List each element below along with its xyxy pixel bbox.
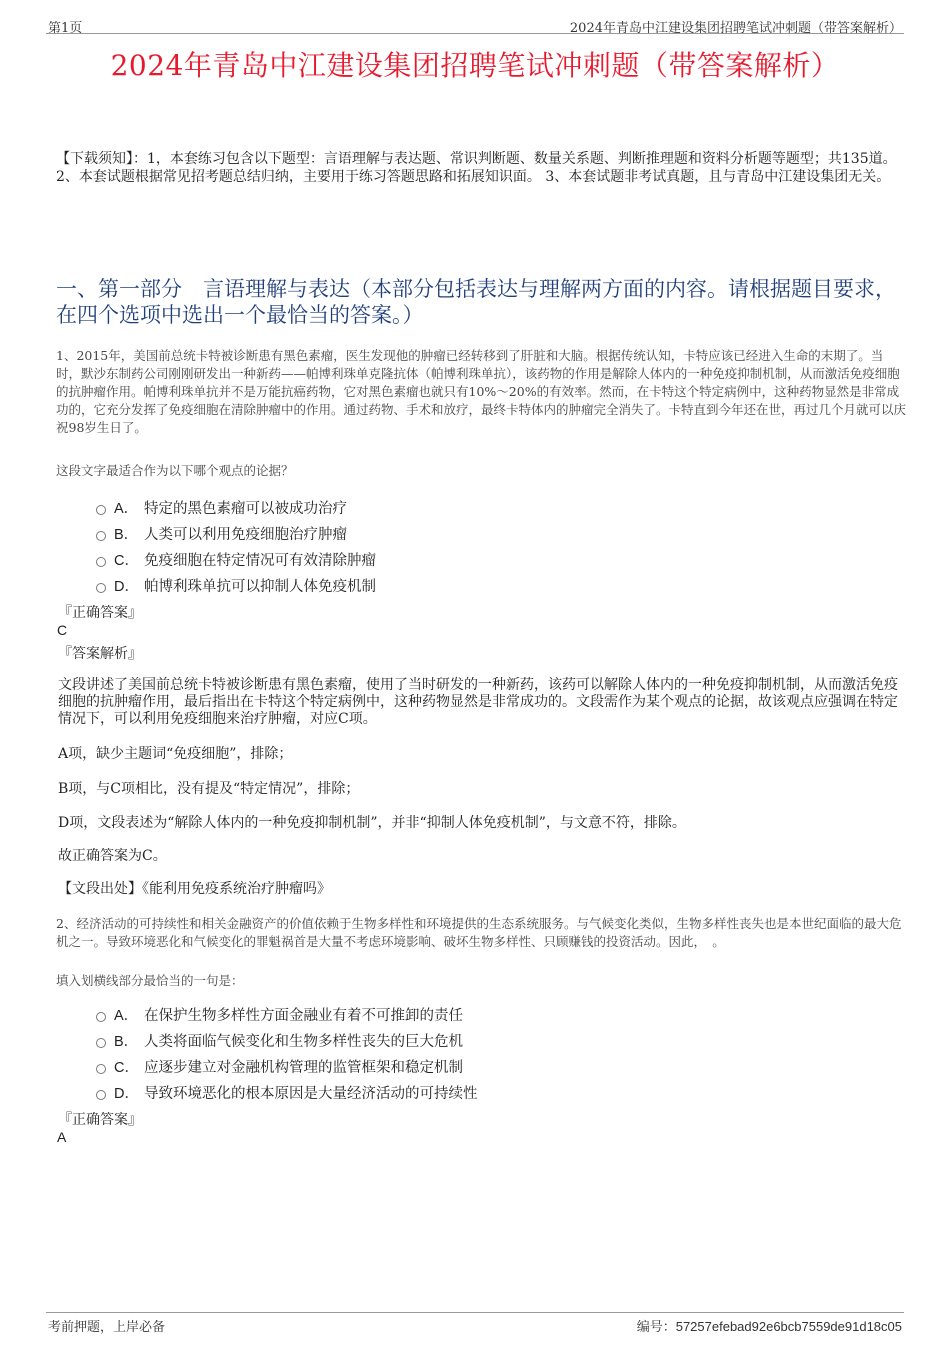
q1-analysis-label: 『答案解析』 — [58, 646, 142, 662]
radio-icon[interactable] — [96, 557, 106, 567]
document-title: 2024年青岛中江建设集团招聘笔试冲刺题（带答案解析） — [110, 49, 840, 82]
page-number: 第1页 — [48, 21, 83, 36]
question-2-prompt: 填入划横线部分最恰当的一句是： — [56, 973, 244, 988]
footer-divider — [46, 1312, 904, 1313]
q1-analysis-d: D项，文段表述为“解除人体内的一种免疫抑制机制”，并非“抑制人体免疫机制”，与文意不符，排除。 — [58, 815, 686, 831]
q2-option-c[interactable]: C． 应逐步建立对金融机构管理的监管框架和稳定机制 — [96, 1056, 463, 1076]
download-notice: 【下载须知】：1，本套练习包含以下题型：言语理解与表达题、常识判断题、数量关系题、判断推理题和资料分析题等题型；共135道。 2、本套试题根据常见招考题总结归纳，主要用于练习答题思路和拓展知识面。 3、本套试题非考试真题，且与青岛中江建设集团无关。 — [56, 151, 897, 185]
header-divider — [46, 33, 904, 34]
section-title: 一、第一部分 言语理解与表达（本部分包括表达与理解两方面的内容。请根据题目要求，在四个选项中选出一个最恰当的答案。） — [56, 277, 896, 327]
radio-icon[interactable] — [96, 1090, 106, 1100]
question-1-text: 1、2015年，美国前总统卡特被诊断患有黑色素瘤，医生发现他的肿瘤已经转移到了肝脏和大脑。根据传统认知，卡特应该已经进入生命的末期了。当时，默沙东制药公司刚刚研发出一种新药——帕博利珠单克隆抗体（帕博利珠单抗），该药物的作用是解除人体内的一种免疫抑制机制，从而激活免疫细胞的抗肿瘤作用。帕博利珠单抗并不是万能抗癌药物，它对黑色素瘤也就只有10%～20%的有效率。然而，在卡特这个特定病例中，这种药物显然是非常成功的，它充分发挥了免疫细胞在清除肿瘤中的作用。通过药物、手术和放疗，最终卡特体内的肿瘤完全消失了。卡特直到今年还在世，再过几个月就可以庆祝98岁生日了。 — [56, 348, 907, 435]
q1-answer: C — [57, 622, 68, 638]
q2-answer: A — [57, 1129, 67, 1145]
q1-option-a[interactable]: A． 特定的黑色素瘤可以被成功治疗 — [96, 497, 347, 517]
header-doc-title: 2024年青岛中江建设集团招聘笔试冲刺题（带答案解析） — [569, 21, 902, 36]
q2-option-d[interactable]: D． 导致环境恶化的根本原因是大量经济活动的可持续性 — [96, 1082, 478, 1102]
q1-analysis-a: A项，缺少主题词“免疫细胞”，排除； — [58, 746, 293, 762]
radio-icon[interactable] — [96, 531, 106, 541]
q1-answer-label: 『正确答案』 — [58, 605, 142, 621]
q1-option-d[interactable]: D． 帕博利珠单抗可以抑制人体免疫机制 — [96, 575, 376, 595]
q1-option-b[interactable]: B． 人类可以利用免疫细胞治疗肿瘤 — [96, 523, 347, 543]
q2-answer-label: 『正确答案』 — [58, 1112, 142, 1128]
q2-option-a[interactable]: A． 在保护生物多样性方面金融业有着不可推卸的责任 — [96, 1004, 463, 1024]
q1-analysis-b: B项，与C项相比，没有提及“特定情况”，排除； — [58, 781, 360, 797]
radio-icon[interactable] — [96, 583, 106, 593]
footer-code: 编号：57257efebad92e6bcb7559de91d18c05 — [636, 1319, 902, 1334]
q1-analysis-paragraph: 文段讲述了美国前总统卡特被诊断患有黑色素瘤，使用了当时研发的一种新药，该药可以解除人体内的一种免疫抑制机制，从而激活免疫细胞的抗肿瘤作用，最后指出在卡特这个特定病例中，这种药物显然是非常成功的。文段需作为某个观点的论据，故该观点应强调在特定情况下，可以利用免疫细胞来治疗肿瘤，对应C项。 — [58, 677, 898, 727]
radio-icon[interactable] — [96, 1012, 106, 1022]
radio-icon[interactable] — [96, 505, 106, 515]
q1-option-c[interactable]: C． 免疫细胞在特定情况可有效清除肿瘤 — [96, 549, 376, 569]
page-footer — [46, 1314, 904, 1334]
footer-slogan: 考前押题，上岸必备 — [48, 1320, 166, 1335]
q1-source: 【文段出处】《能利用免疫系统治疗肿瘤吗》 — [58, 881, 331, 897]
q1-analysis-conclusion: 故正确答案为C。 — [58, 848, 167, 864]
question-1-prompt: 这段文字最适合作为以下哪个观点的论据？ — [56, 463, 294, 478]
page-header — [46, 14, 904, 34]
q2-option-b[interactable]: B． 人类将面临气候变化和生物多样性丧失的巨大危机 — [96, 1030, 463, 1050]
radio-icon[interactable] — [96, 1064, 106, 1074]
radio-icon[interactable] — [96, 1038, 106, 1048]
question-2-text: 2、经济活动的可持续性和相关金融资产的价值依赖于生物多样性和环境提供的生态系统服务。与气候变化类似，生物多样性丧失也是本世纪面临的最大危机之一。导致环境恶化和气候变化的罪魁祸首是大量不考虑环境影响、破坏生物多样性、只顾赚钱的投资活动。因此， 。 — [56, 916, 902, 949]
